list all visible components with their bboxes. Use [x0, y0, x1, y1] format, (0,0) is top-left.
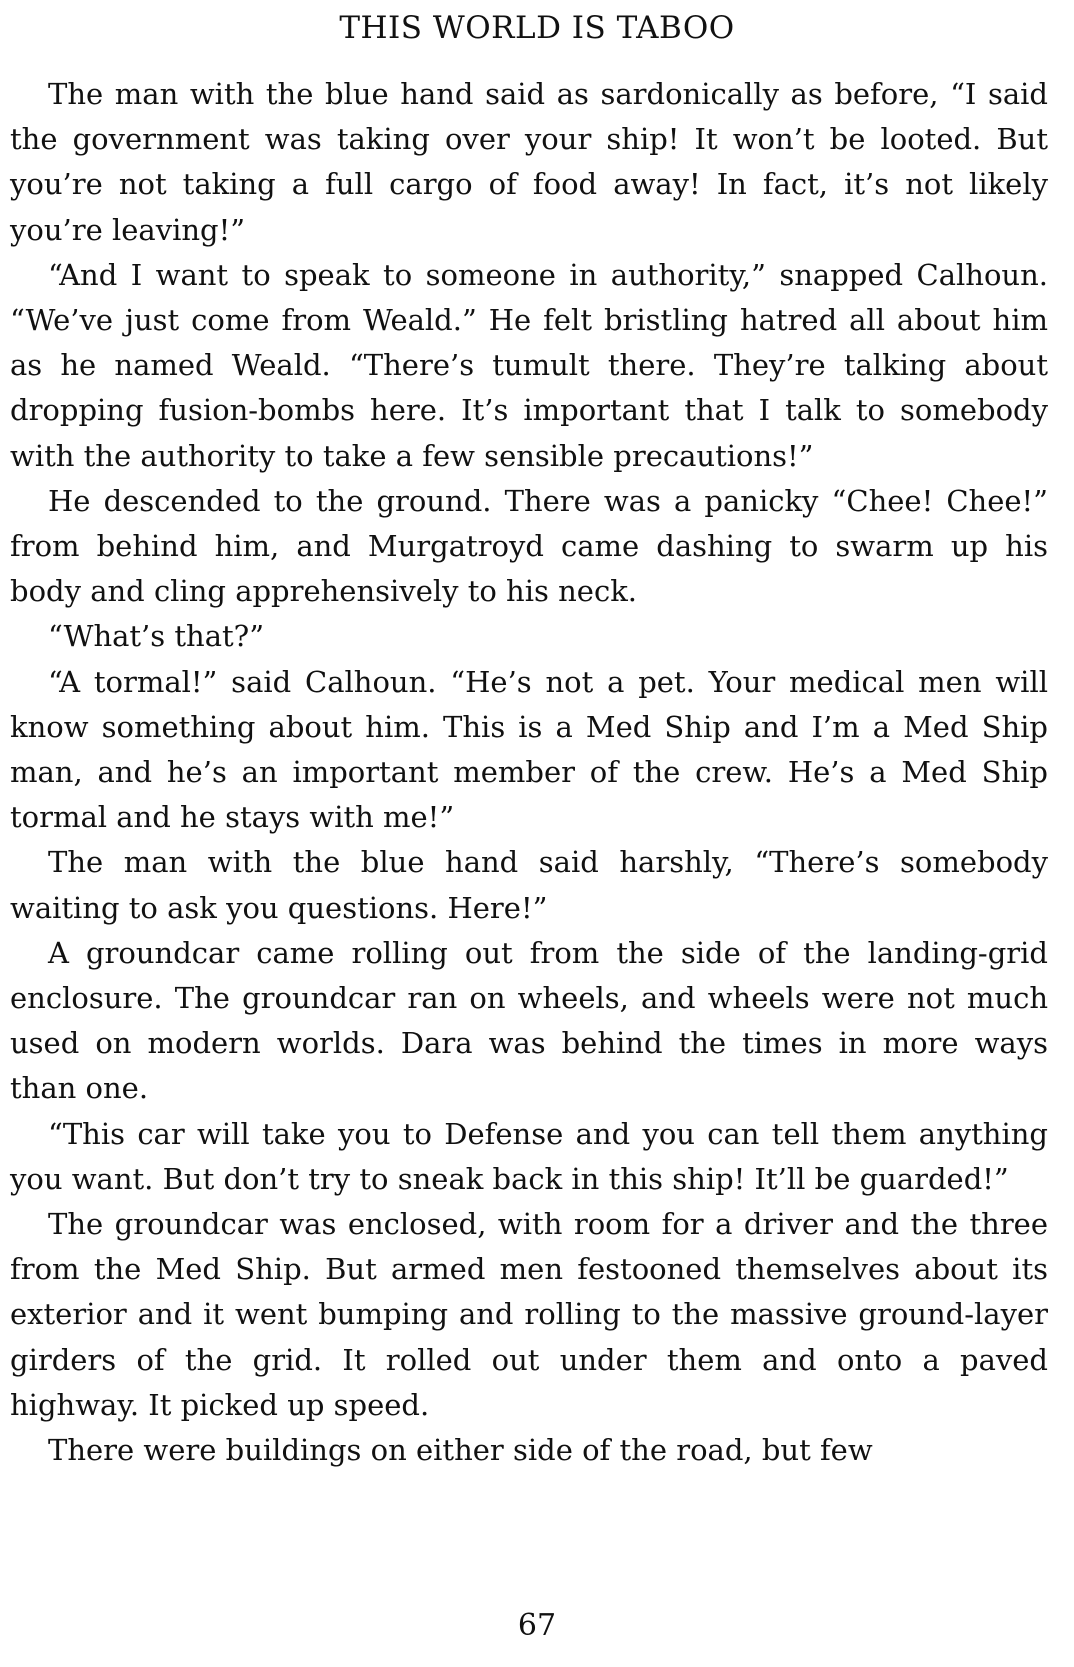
paragraph: “A tormal!” said Calhoun. “He’s not a pet. Your medical men will know something about him. This is a Med Ship and I’m a Med Ship man, and he’s an important member of the crew. He’s a Med Ship tormal and he stays with me!” [10, 664, 1048, 835]
paragraph: A groundcar came rolling out from the side of the landing-grid enclosure. The groundcar ran on wheels, and wheels were not much used on modern worlds. Dara was behind the times in more ways than one. [10, 935, 1048, 1106]
paragraph: He descended to the ground. There was a panicky “Chee! Chee!” from behind him, and Murgatroyd came dashing to swarm up his body and cling apprehensively to his neck. [10, 483, 1048, 609]
paragraph: The man with the blue hand said as sardonically as before, “I said the government was taking over your ship! It won’t be looted. But you’re not taking a full cargo of food away! In fact, it’s not likely you’re leaving!” [10, 77, 1048, 247]
paragraph: The groundcar was enclosed, with room for a driver and the three from the Med Ship. But armed men festooned themselves about its exterior and it went bumping and rolling to the massive ground-layer girders of the grid. It rolled out under them and onto a paved highway. It picked up speed. [10, 1207, 1048, 1422]
paragraph: “This car will take you to Defense and you can tell them anything you want. But don’t try to sneak back in this ship! It’ll be guarded!” [10, 1116, 1048, 1196]
body-text [10, 72, 1048, 1473]
paragraph: There were buildings on either side of the road, but few [48, 1433, 873, 1468]
paragraph: “What’s that?” [48, 619, 265, 654]
running-head: THIS WORLD IS TABOO [339, 10, 735, 46]
page-number: 67 [517, 1608, 557, 1643]
paragraph: “And I want to speak to someone in authority,” snapped Calhoun. “We’ve just come from Weald.” He felt bristling hatred all about him as he named Weald. “There’s tumult there. They’re talking about dropping fusion-bombs here. It’s important that I talk to somebody with the authority to take a few sensible precautions!” [10, 257, 1048, 473]
paragraph: The man with the blue hand said harshly, “There’s somebody waiting to ask you questions. Here!” [10, 845, 1048, 925]
